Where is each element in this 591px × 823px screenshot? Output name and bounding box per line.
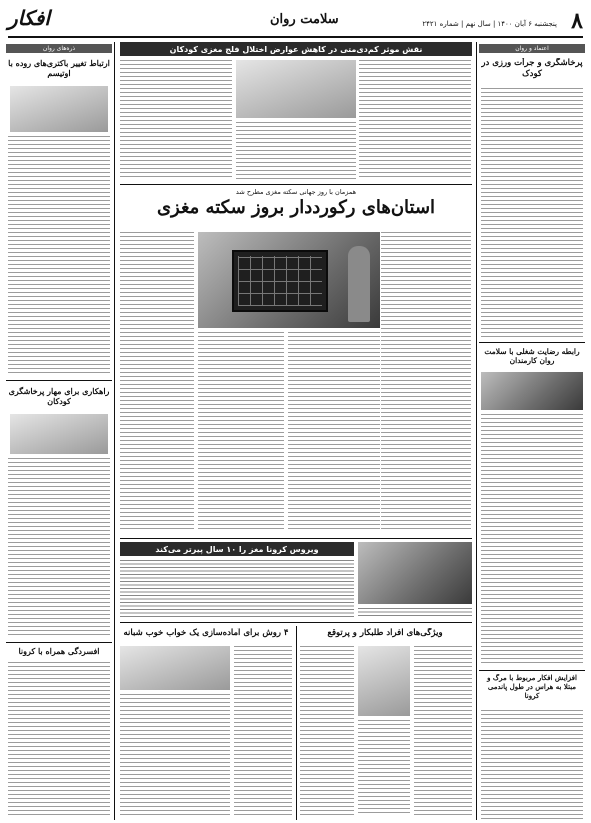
bottom-left-story-body-2 [120, 694, 230, 816]
monitor-scan-grid [238, 256, 322, 306]
right-article3-title: افزایش افکار مربوط با مرگ و مبتلا به هراس در طول پاندمی کرونا [487, 674, 577, 700]
left-column [6, 42, 112, 820]
corona-story-title: ویروس کرونا مغز را ۱۰ سال پیرتر می‌کند [120, 542, 354, 556]
brain-scan-monitor-photo [198, 232, 380, 328]
right-article2-title: رابطه رضایت شغلی با سلامت روان کارمندان [484, 347, 580, 366]
bottom-right-story-body-2 [300, 646, 354, 816]
right-article1-body [481, 88, 583, 338]
right-column [479, 42, 585, 820]
main-story-body-center-right [288, 332, 380, 532]
baby-photo [10, 86, 108, 132]
top-story-body-right [359, 60, 471, 180]
infant-therapy-photo [236, 60, 356, 118]
main-story-kicker: همزمان با روز جهانی سکته مغزی مطرح شد [235, 188, 357, 196]
hospital-ward-photo [358, 542, 472, 604]
page-number: ۸ [571, 8, 583, 34]
main-story-body-center-left [198, 332, 284, 532]
bottom-left-story-body [234, 646, 292, 816]
bottom-right-story-body [414, 646, 472, 816]
left-column-label: ذره‌های روان [6, 44, 112, 53]
top-story-title: نقش موثر کم‌دی‌متی در کاهش عوارض اختلال فلج مغزی کودکان [120, 42, 472, 56]
right-article2-body [481, 414, 583, 664]
corona-story-body-under-photo [358, 608, 472, 618]
right-column-label: اعتماد و روان [479, 44, 585, 53]
section-title: سلامت روان [270, 12, 339, 27]
masthead [0, 0, 591, 44]
main-story-body-right [381, 232, 471, 532]
child-photo [10, 414, 108, 454]
corona-story-body [120, 560, 354, 618]
masthead-rule [8, 36, 583, 38]
date-line: پنجشنبه ۶ آبان ۱۴۰۰ | سال نهم | شماره ۲۴۲۱ [422, 20, 557, 28]
left-article3-title: افسردگی همراه با کرونا [18, 646, 100, 656]
right-article3-body [481, 710, 583, 820]
right-column-divider [476, 42, 477, 820]
bottom-right-story-body-3 [358, 720, 410, 816]
left-article3-body [8, 662, 110, 818]
newspaper-logo: افکار [8, 6, 50, 30]
main-story-body-left [120, 232, 194, 532]
left-column-divider [114, 42, 115, 820]
doctor-figure [348, 246, 370, 322]
bottom-left-story-title: ۴ روش برای آماده‌سازی یک خواب خوب شبانه [123, 628, 289, 638]
left-article1-body [8, 136, 110, 376]
top-story-body-left [120, 60, 232, 180]
top-story-body-middle [236, 122, 356, 180]
left-article2-body [8, 458, 110, 636]
sleeping-woman-photo [120, 646, 230, 690]
shouting-man-photo [358, 646, 410, 716]
left-article1-title: ارتباط تغییر باکتری‌های روده با اوتیسم [8, 58, 110, 78]
bottom-right-story-title: ویژگی‌های افراد طلبکار و پرتوقع [327, 628, 443, 638]
left-article2-title: راهکاری برای مهار پرخاشگری کودکان [8, 386, 110, 406]
right-article1-title: پرخاشگری و جرأت ورزی در کودک [481, 58, 583, 79]
main-story-title: استان‌های رکورددار بروز سکته مغزی [156, 197, 436, 218]
office-photo [481, 372, 583, 410]
